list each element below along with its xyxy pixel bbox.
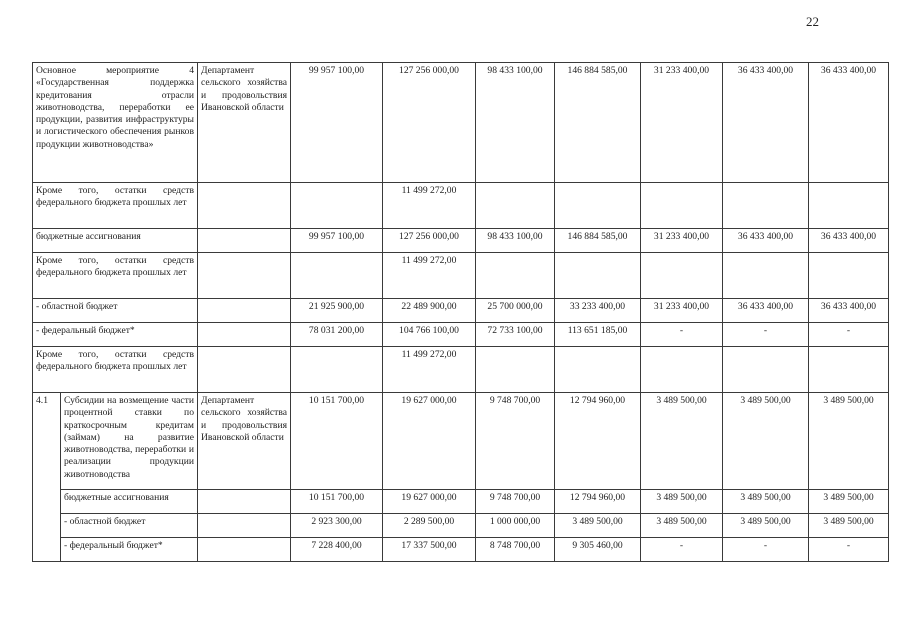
value-cell (641, 183, 723, 229)
row-label: - федеральный бюджет* (33, 323, 198, 347)
value-cell: 36 433 400,00 (809, 299, 889, 323)
value-cell: 113 651 185,00 (555, 323, 641, 347)
value-cell: 127 256 000,00 (383, 229, 476, 253)
value-cell: 3 489 500,00 (723, 490, 809, 514)
table-row (33, 514, 889, 538)
value-cell (723, 183, 809, 229)
value-cell: 17 337 500,00 (383, 538, 476, 562)
row-label: бюджетные ассигнования (61, 490, 198, 514)
value-cell (476, 253, 555, 299)
value-cell: 3 489 500,00 (809, 514, 889, 538)
executor-cell (198, 323, 291, 347)
value-cell: 3 489 500,00 (555, 514, 641, 538)
value-cell: 9 748 700,00 (476, 490, 555, 514)
row-label: Кроме того, остатки средств федерального бюджета прошлых лет (33, 183, 198, 229)
table-row (33, 229, 889, 253)
value-cell: 99 957 100,00 (291, 229, 383, 253)
value-cell: 21 925 900,00 (291, 299, 383, 323)
table-row (33, 253, 889, 299)
value-cell: 78 031 200,00 (291, 323, 383, 347)
value-cell: 10 151 700,00 (291, 490, 383, 514)
value-cell: 31 233 400,00 (641, 299, 723, 323)
value-cell: 3 489 500,00 (641, 514, 723, 538)
row-label: Кроме того, остатки средств федерального бюджета прошлых лет (33, 253, 198, 299)
value-cell: 33 233 400,00 (555, 299, 641, 323)
value-cell: 146 884 585,00 (555, 63, 641, 183)
executor-cell (198, 538, 291, 562)
value-cell (723, 253, 809, 299)
row-label: Кроме того, остатки средств федерального бюджета прошлых лет (33, 347, 198, 393)
value-cell: 1 000 000,00 (476, 514, 555, 538)
value-cell: 3 489 500,00 (641, 490, 723, 514)
value-cell: 12 794 960,00 (555, 393, 641, 490)
value-cell (555, 347, 641, 393)
value-cell: 3 489 500,00 (809, 393, 889, 490)
value-cell (476, 183, 555, 229)
row-label: - областной бюджет (33, 299, 198, 323)
value-cell: - (809, 538, 889, 562)
row-label: - областной бюджет (61, 514, 198, 538)
table-row (33, 347, 889, 393)
value-cell: 25 700 000,00 (476, 299, 555, 323)
executor-cell (198, 347, 291, 393)
row-label: бюджетные ассигнования (33, 229, 198, 253)
value-cell: 31 233 400,00 (641, 229, 723, 253)
executor-cell (198, 229, 291, 253)
value-cell: 36 433 400,00 (809, 229, 889, 253)
value-cell (641, 253, 723, 299)
value-cell: 98 433 100,00 (476, 229, 555, 253)
value-cell (291, 183, 383, 229)
value-cell: 36 433 400,00 (723, 63, 809, 183)
value-cell: 2 923 300,00 (291, 514, 383, 538)
table-row (33, 323, 889, 347)
value-cell: 104 766 100,00 (383, 323, 476, 347)
table-row (33, 538, 889, 562)
value-cell (641, 347, 723, 393)
value-cell: 19 627 000,00 (383, 393, 476, 490)
value-cell: 9 748 700,00 (476, 393, 555, 490)
page-number: 22 (806, 14, 819, 29)
value-cell: 11 499 272,00 (383, 253, 476, 299)
value-cell: 98 433 100,00 (476, 63, 555, 183)
value-cell: 8 748 700,00 (476, 538, 555, 562)
value-cell: 2 289 500,00 (383, 514, 476, 538)
value-cell: 3 489 500,00 (723, 393, 809, 490)
activity-label: Основное мероприятие 4 «Государственная поддержка кредитования отрасли животноводства, переработки ее продукции, развития инфраструктуры и логистического обеспечения рынков продукции животноводства» (33, 63, 198, 183)
value-cell: 9 305 460,00 (555, 538, 641, 562)
value-cell: 22 489 900,00 (383, 299, 476, 323)
executor-cell (198, 514, 291, 538)
value-cell (809, 183, 889, 229)
value-cell: 146 884 585,00 (555, 229, 641, 253)
table-row (33, 183, 889, 229)
executor-cell: Департамент сельского хозяйства и продовольствия Ивановской области (198, 63, 291, 183)
value-cell: 3 489 500,00 (809, 490, 889, 514)
table-row (33, 63, 889, 183)
value-cell: - (641, 323, 723, 347)
value-cell: 7 228 400,00 (291, 538, 383, 562)
subitem-label: Субсидии на возмещение части процентной ставки по краткосрочным кредитам (займам) на развитие животноводства, переработки и реализации продукции животноводства (61, 393, 198, 490)
value-cell: 36 433 400,00 (723, 299, 809, 323)
value-cell: 19 627 000,00 (383, 490, 476, 514)
value-cell (555, 253, 641, 299)
value-cell: 10 151 700,00 (291, 393, 383, 490)
value-cell: 127 256 000,00 (383, 63, 476, 183)
table-row (33, 490, 889, 514)
executor-cell (198, 299, 291, 323)
table-row (33, 299, 889, 323)
value-cell: 72 733 100,00 (476, 323, 555, 347)
budget-table (32, 62, 889, 562)
value-cell: 99 957 100,00 (291, 63, 383, 183)
value-cell: - (723, 538, 809, 562)
value-cell (291, 347, 383, 393)
executor-cell (198, 490, 291, 514)
value-cell: 3 489 500,00 (723, 514, 809, 538)
value-cell (555, 183, 641, 229)
value-cell (476, 347, 555, 393)
value-cell: - (723, 323, 809, 347)
value-cell: 36 433 400,00 (723, 229, 809, 253)
value-cell: 12 794 960,00 (555, 490, 641, 514)
value-cell: 36 433 400,00 (809, 63, 889, 183)
row-label: - федеральный бюджет* (61, 538, 198, 562)
value-cell (723, 347, 809, 393)
value-cell: - (641, 538, 723, 562)
value-cell: - (809, 323, 889, 347)
item-number: 4.1 (33, 393, 61, 562)
value-cell (809, 347, 889, 393)
value-cell: 31 233 400,00 (641, 63, 723, 183)
table-row (33, 393, 889, 490)
executor-cell (198, 183, 291, 229)
value-cell (291, 253, 383, 299)
value-cell: 3 489 500,00 (641, 393, 723, 490)
executor-cell (198, 253, 291, 299)
value-cell: 11 499 272,00 (383, 183, 476, 229)
value-cell (809, 253, 889, 299)
value-cell: 11 499 272,00 (383, 347, 476, 393)
executor-cell: Департамент сельского хозяйства и продовольствия Ивановской области (198, 393, 291, 490)
